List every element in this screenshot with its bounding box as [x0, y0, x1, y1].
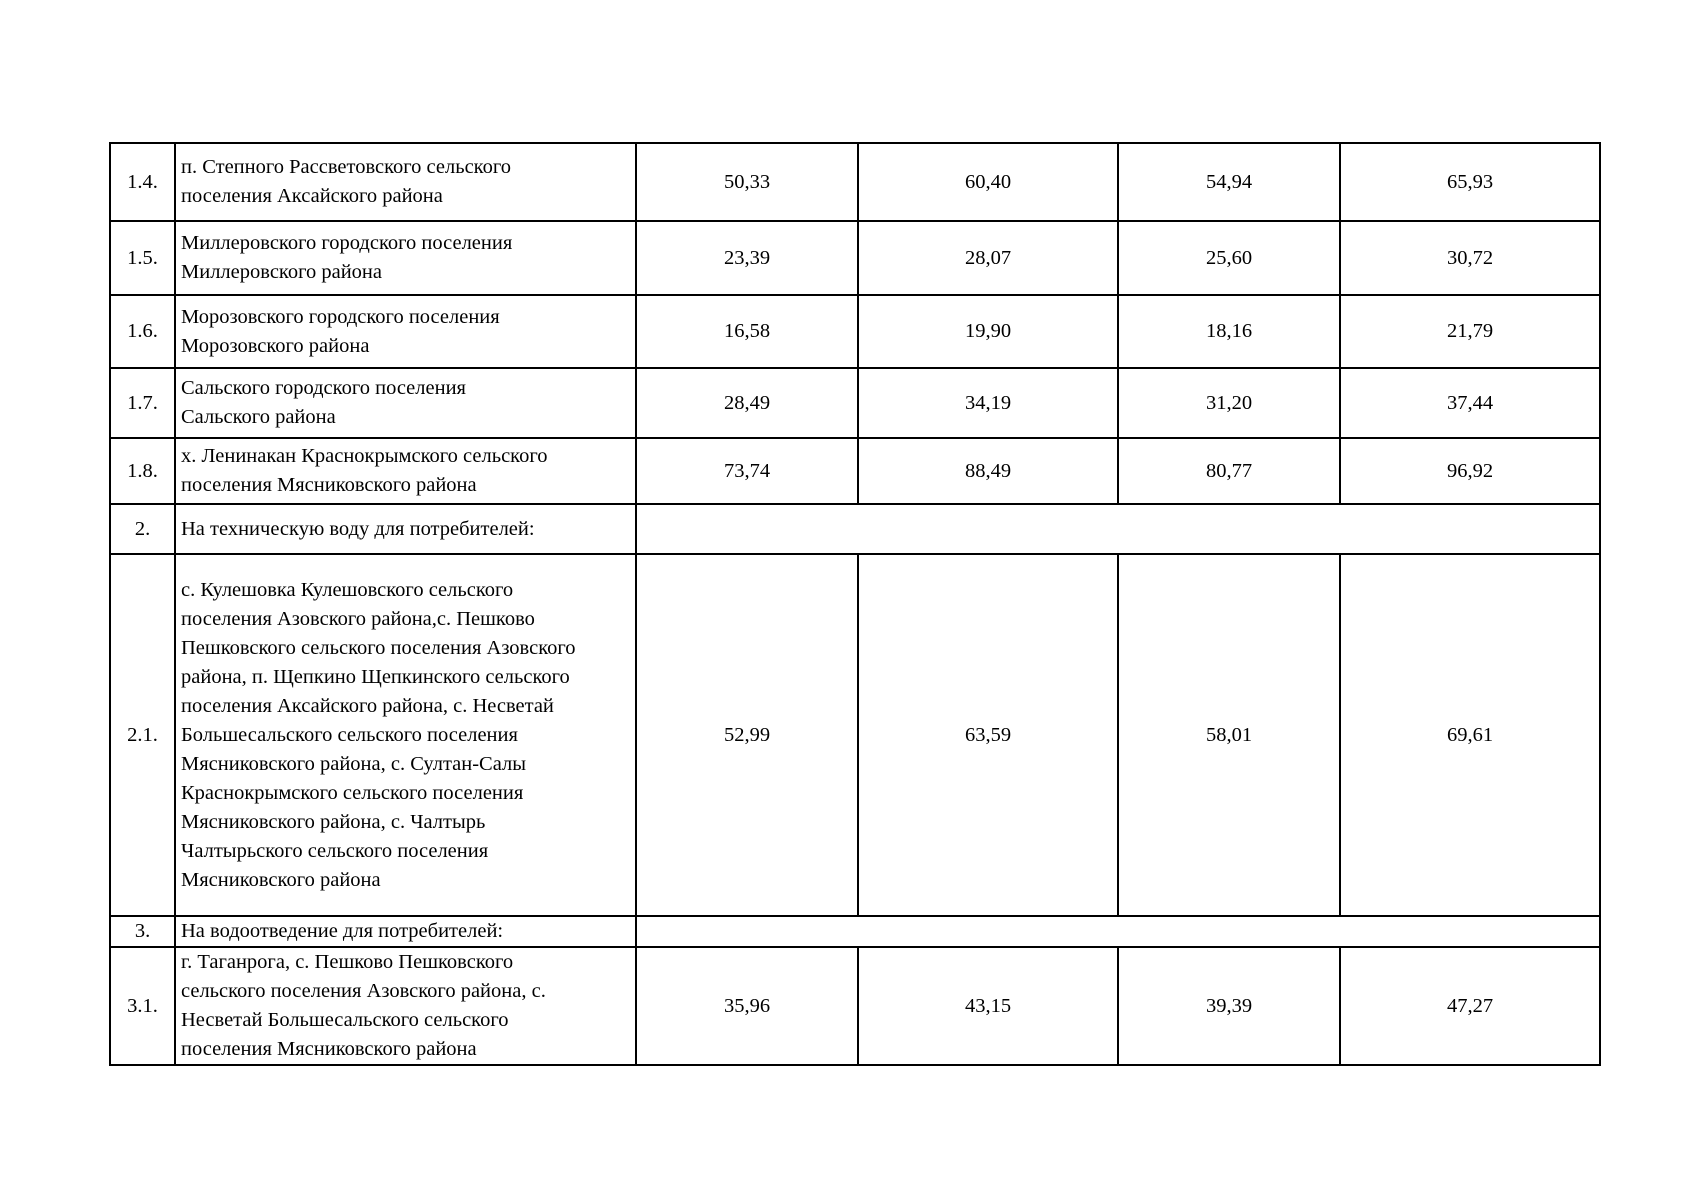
row-number: 3. — [110, 916, 175, 947]
value-cell: 69,61 — [1340, 554, 1600, 916]
empty-merged-cell — [636, 504, 1600, 554]
value-cell: 35,96 — [636, 947, 858, 1065]
value-cell: 21,79 — [1340, 295, 1600, 368]
table-row — [110, 295, 1600, 368]
description-line: Мясниковского района, с. Султан-Салы — [181, 752, 527, 775]
description-line: поселения Азовского района,с. Пешково — [181, 607, 535, 630]
value-cell: 28,49 — [636, 368, 858, 438]
description-line: х. Ленинакан Краснокрымского сельского — [181, 445, 548, 467]
description-line: На водоотведение для потребителей: — [181, 920, 504, 942]
row-number: 3.1. — [110, 947, 175, 1065]
empty-merged-cell — [636, 916, 1600, 947]
table-row — [110, 143, 1600, 221]
row-number: 2. — [110, 504, 175, 554]
value-cell: 54,94 — [1118, 143, 1340, 221]
value-cell: 47,27 — [1340, 947, 1600, 1065]
description-line: Краснокрымского сельского поселения — [181, 781, 524, 804]
value-cell: 73,74 — [636, 438, 858, 504]
section-row — [110, 916, 1600, 947]
section-row — [110, 504, 1600, 554]
value-cell: 43,15 — [858, 947, 1118, 1065]
value-cell: 96,92 — [1340, 438, 1600, 504]
description-line: г. Таганрога, с. Пешково Пешковского — [181, 951, 514, 973]
value-cell: 58,01 — [1118, 554, 1340, 916]
row-number: 1.8. — [110, 438, 175, 504]
description-line: поселения Аксайского района — [181, 185, 443, 207]
section-title — [175, 504, 636, 554]
row-number: 1.5. — [110, 221, 175, 295]
description-line: с. Кулешовка Кулешовского сельского — [181, 578, 514, 601]
description-line: Миллеровского городского поселения — [181, 232, 513, 254]
value-cell: 50,33 — [636, 143, 858, 221]
row-description — [175, 368, 636, 438]
table-row — [110, 947, 1600, 1065]
description-line: Несветай Большесальского сельского — [181, 1009, 509, 1031]
value-cell: 52,99 — [636, 554, 858, 916]
value-cell: 39,39 — [1118, 947, 1340, 1065]
description-line: Чалтырьского сельского поселения — [181, 839, 489, 862]
row-number: 1.7. — [110, 368, 175, 438]
table-row — [110, 438, 1600, 504]
description-line: Мясниковского района — [181, 868, 381, 891]
description-line: Сальского района — [181, 406, 336, 428]
value-cell: 80,77 — [1118, 438, 1340, 504]
table-row — [110, 554, 1600, 916]
value-cell: 28,07 — [858, 221, 1118, 295]
description-line: поселения Мясниковского района — [181, 474, 477, 496]
description-line: Сальского городского поселения — [181, 377, 466, 399]
value-cell: 23,39 — [636, 221, 858, 295]
description-line: п. Степного Рассветовского сельского — [181, 156, 511, 178]
description-line: Морозовского района — [181, 334, 370, 357]
value-cell: 31,20 — [1118, 368, 1340, 438]
description-line: На техническую воду для потребителей: — [181, 517, 535, 540]
row-description — [175, 295, 636, 368]
table-row — [110, 221, 1600, 295]
value-cell: 19,90 — [858, 295, 1118, 368]
description-line: поселения Аксайского района, с. Несветай — [181, 694, 554, 717]
description-line: района, п. Щепкино Щепкинского сельского — [181, 665, 570, 688]
value-cell: 18,16 — [1118, 295, 1340, 368]
description-line: сельского поселения Азовского района, с. — [181, 980, 546, 1002]
description-line: Морозовского городского поселения — [181, 305, 500, 328]
row-number: 1.4. — [110, 143, 175, 221]
value-cell: 65,93 — [1340, 143, 1600, 221]
value-cell: 37,44 — [1340, 368, 1600, 438]
value-cell: 63,59 — [858, 554, 1118, 916]
value-cell: 34,19 — [858, 368, 1118, 438]
row-description — [175, 438, 636, 504]
row-number: 1.6. — [110, 295, 175, 368]
value-cell: 60,40 — [858, 143, 1118, 221]
row-description — [175, 221, 636, 295]
tariff-table-body — [110, 143, 1600, 1065]
section-title — [175, 916, 636, 947]
description-line: Пешковского сельского поселения Азовского — [181, 636, 576, 659]
row-description — [175, 143, 636, 221]
description-line: Большесальского сельского поселения — [181, 723, 518, 746]
description-line: Миллеровского района — [181, 261, 382, 283]
tariff-table — [109, 142, 1601, 1066]
description-line: Мясниковского района, с. Чалтырь — [181, 810, 486, 833]
row-number: 2.1. — [110, 554, 175, 916]
row-description — [175, 554, 636, 916]
value-cell: 88,49 — [858, 438, 1118, 504]
value-cell: 25,60 — [1118, 221, 1340, 295]
row-description — [175, 947, 636, 1065]
value-cell: 30,72 — [1340, 221, 1600, 295]
description-line: поселения Мясниковского района — [181, 1038, 477, 1060]
value-cell: 16,58 — [636, 295, 858, 368]
table-row — [110, 368, 1600, 438]
